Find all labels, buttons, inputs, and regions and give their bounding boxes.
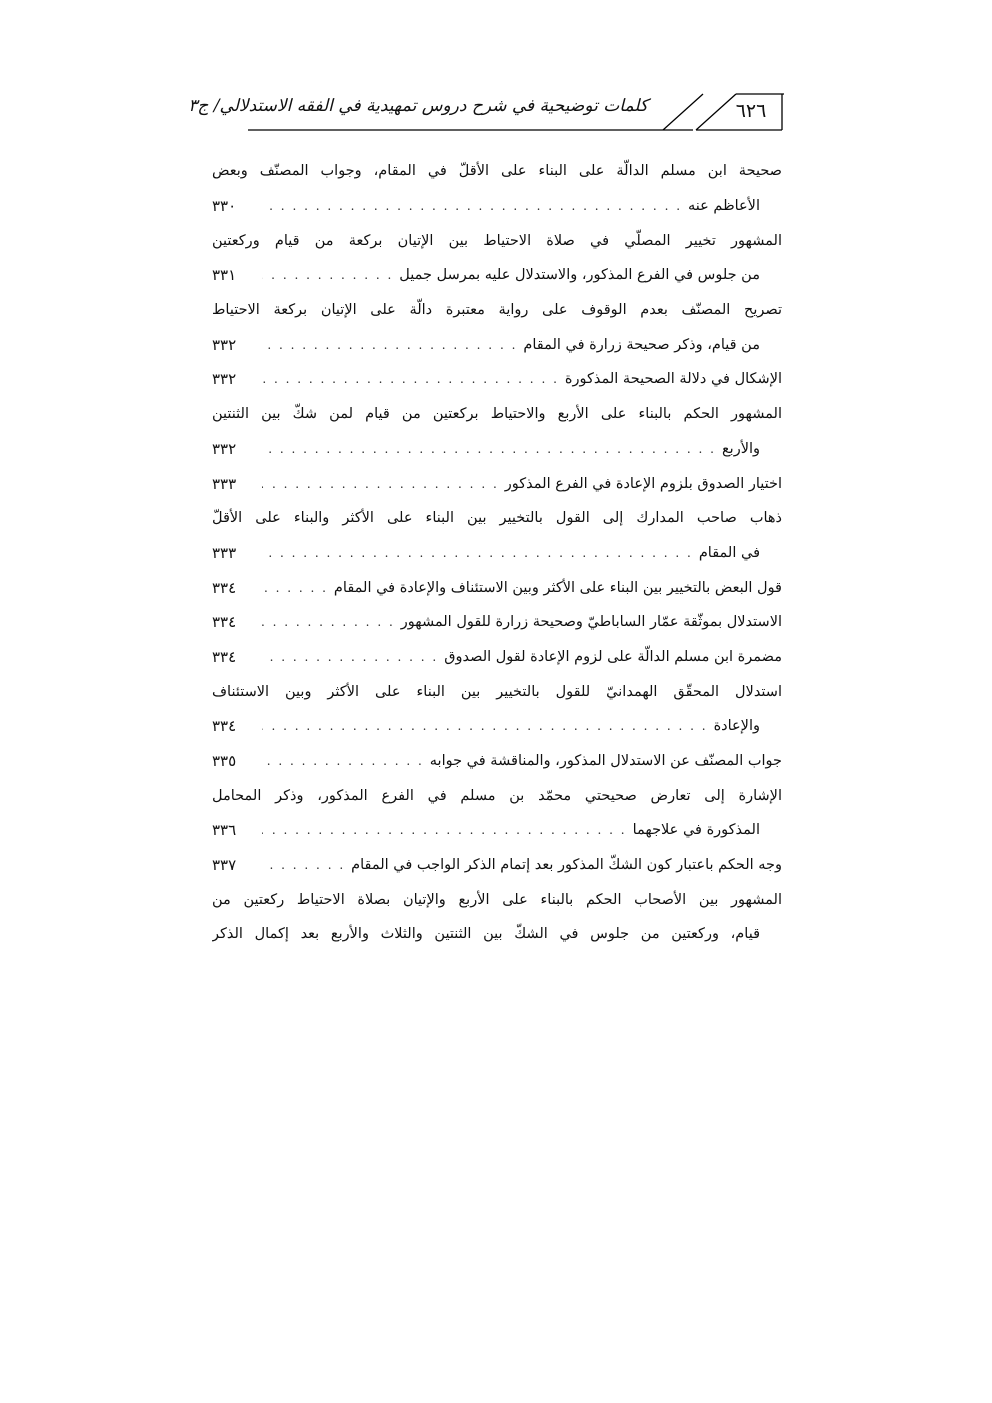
leader-dots	[262, 823, 627, 837]
toc-entry-text: استدلال المحقّق الهمدانيّ للقول بالتخيير بين البناء على الأكثر وبين الاستئناف	[212, 683, 782, 700]
toc-line	[212, 570, 782, 605]
toc-entry-text: الاستدلال بموثّقة عمّار الساباطيّ وصحيحة زرارة للقول المشهور	[400, 614, 782, 631]
toc-page-number: ٣٣٥	[212, 752, 237, 771]
toc-page-number: ٣٣٤	[212, 578, 237, 597]
page-number: ٦٢٦	[735, 100, 767, 122]
leader-dots	[262, 719, 708, 733]
toc-line	[212, 640, 782, 675]
toc-entry-text: الإشكال في دلالة الصحيحة المذكورة	[564, 371, 782, 388]
toc-entry-text: المشهور الحكم بالبناء على الأربع والاحتياط بركعتين من قيام لمن شكّ بين الثنتين	[212, 406, 782, 423]
leader-dots	[262, 754, 424, 768]
toc-page-number: ٣٣١	[212, 266, 237, 285]
toc-line	[212, 778, 782, 813]
leader-dots	[262, 650, 438, 664]
toc-entry-text: ذهاب صاحب المدارك إلى القول بالتخيير بين البناء على الأكثر والبناء على الأقلّ	[212, 510, 782, 527]
page-header	[188, 90, 784, 138]
toc-page-number: ٣٣٤	[212, 717, 237, 736]
leader-dots	[262, 442, 716, 456]
table-of-contents	[212, 154, 782, 952]
toc-entry-text: جواب المصنّف عن الاستدلال المذكور، والمناقشة في جوابه	[429, 753, 782, 770]
toc-line	[212, 813, 782, 848]
toc-line	[212, 848, 782, 883]
toc-line	[212, 674, 782, 709]
toc-line	[212, 223, 782, 258]
toc-entry-text: قيام، وركعتين من جلوس في الشكّ بين الثنتين والثلاث والأربع بعد إكمال الذكر	[212, 926, 760, 943]
toc-line	[212, 327, 782, 362]
toc-entry-text: مضمرة ابن مسلم الدالّة على لزوم الإعادة لقول الصدوق	[444, 648, 782, 665]
toc-page-number: ٣٣٠	[212, 197, 237, 216]
toc-line	[212, 362, 782, 397]
toc-line	[212, 189, 782, 224]
book-title: كلمات توضيحية في شرح دروس تمهيدية في الفقه الاستدلالي/ ج٣	[188, 96, 648, 116]
toc-line	[212, 917, 782, 952]
toc-line	[212, 605, 782, 640]
leader-dots	[262, 477, 499, 491]
toc-page-number: ٣٣٢	[212, 335, 237, 354]
toc-entry-text: في المقام	[698, 544, 760, 561]
leader-dots	[262, 199, 682, 213]
toc-page-number: ٣٣٣	[212, 474, 237, 493]
toc-line	[212, 258, 782, 293]
toc-line	[212, 432, 782, 467]
leader-dots	[262, 581, 328, 595]
toc-entry-text: من قيام، وذكر صحيحة زرارة في المقام	[523, 336, 760, 353]
toc-page-number: ٣٣٦	[212, 821, 237, 840]
toc-entry-text: والإعادة	[713, 718, 760, 735]
toc-line	[212, 536, 782, 571]
toc-entry-text: اختيار الصدوق بلزوم الإعادة في الفرع المذكور	[504, 475, 782, 492]
toc-line	[212, 882, 782, 917]
toc-page-number: ٣٣٤	[212, 647, 237, 666]
leader-dots	[262, 372, 559, 386]
toc-page-number: ٣٣٧	[212, 856, 237, 875]
leader-dots	[262, 338, 517, 352]
toc-entry-text: وجه الحكم باعتبار كون الشكّ المذكور بعد إتمام الذكر الواجب في المقام	[351, 857, 782, 874]
toc-entry-text: المذكورة في علاجهما	[632, 822, 760, 839]
toc-page-number: ٣٣٣	[212, 543, 237, 562]
toc-entry-text: المشهور تخيير المصلّي في صلاة الاحتياط بين الإتيان بركعة من قيام وركعتين	[212, 232, 782, 249]
toc-line	[212, 466, 782, 501]
leader-dots	[262, 546, 693, 560]
leader-dots	[262, 615, 395, 629]
toc-line	[212, 501, 782, 536]
toc-entry-text: والأربع	[721, 440, 760, 457]
toc-line	[212, 744, 782, 779]
toc-line	[212, 397, 782, 432]
toc-entry-text: قول البعض بالتخيير بين البناء على الأكثر وبين الاستئناف والإعادة في المقام	[333, 579, 782, 596]
toc-line	[212, 154, 782, 189]
toc-entry-text: صحيحة ابن مسلم الدالّة على البناء على الأقلّ في المقام، وجواب المصنّف وبعض	[212, 163, 782, 180]
toc-page-number: ٣٣٤	[212, 613, 237, 632]
toc-entry-text: المشهور بين الأصحاب الحكم بالبناء على الأربع والإتيان بصلاة الاحتياط ركعتين من	[212, 891, 782, 908]
toc-entry-text: الأعاظم عنه	[688, 198, 760, 215]
toc-line	[212, 293, 782, 328]
toc-page-number: ٣٣٢	[212, 439, 237, 458]
toc-entry-text: من جلوس في الفرع المذكور، والاستدلال عليه بمرسل جميل	[399, 267, 760, 284]
leader-dots	[262, 858, 345, 872]
toc-line	[212, 709, 782, 744]
toc-entry-text: تصريح المصنّف بعدم الوقوف على رواية معتبرة دالّة على الإتيان بركعة الاحتياط	[212, 302, 782, 319]
toc-entry-text: الإشارة إلى تعارض صحيحتي محمّد بن مسلم في الفرع المذكور، وذكر المحامل	[212, 787, 782, 804]
leader-dots	[262, 268, 393, 282]
toc-page-number: ٣٣٢	[212, 370, 237, 389]
